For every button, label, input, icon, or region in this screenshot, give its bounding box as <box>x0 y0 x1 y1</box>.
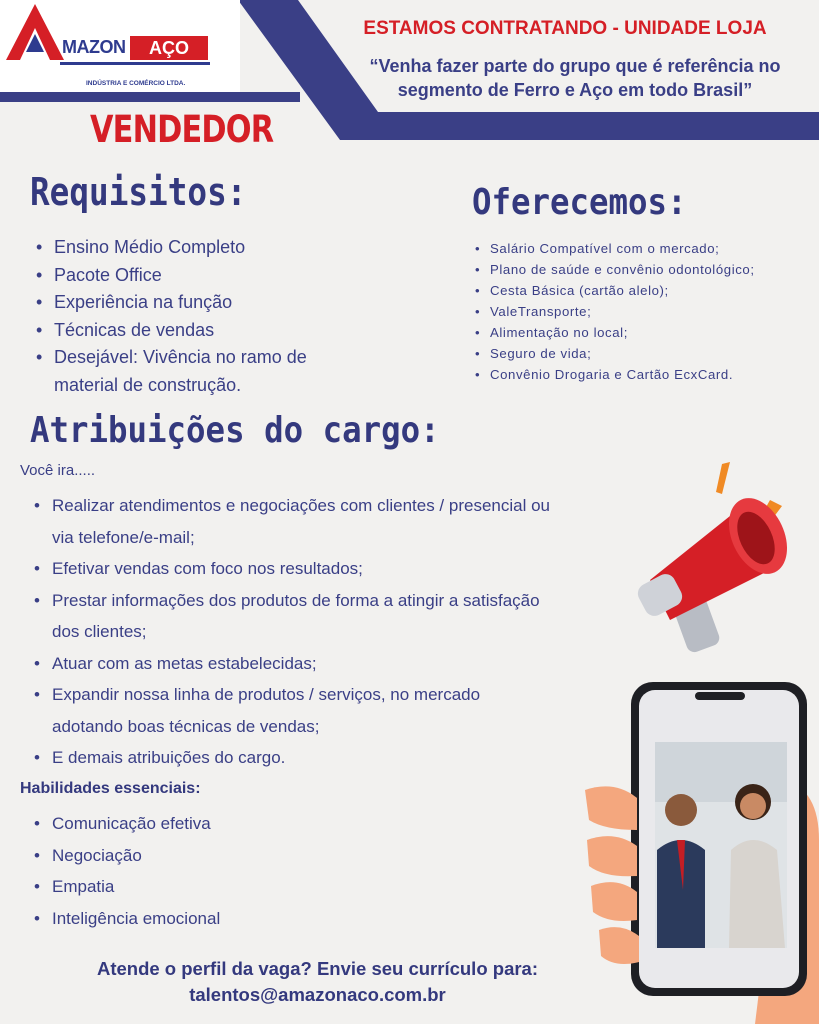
slogan-line-1: “Venha fazer parte do grupo que é referência no <box>369 56 781 76</box>
list-item: • Atuar com as metas estabelecidas; <box>52 648 552 680</box>
list-item: • Prestar informações dos produtos de forma a atingir a satisfação dos clientes; <box>52 585 552 648</box>
offers-list <box>490 238 816 385</box>
duties-title: Atribuições do cargo: <box>30 410 440 451</box>
hiring-headline: ESTAMOS CONTRATANDO - UNIDADE LOJA <box>363 18 767 39</box>
list-item: • Desejável: Vivência no ramo de material de construção. <box>54 344 374 399</box>
list-item: • E demais atribuições do cargo. <box>52 742 552 774</box>
skills-list <box>52 808 352 934</box>
megaphone-icon <box>630 460 790 660</box>
logo-a-mark <box>6 4 64 60</box>
list-item: • Negociação <box>52 840 352 872</box>
list-item: • Expandir nossa linha de produtos / serviços, no mercado adotando boas técnicas de vendas; <box>52 679 552 742</box>
logo-word: MAZON <box>62 37 126 57</box>
contact-email[interactable]: talentos@amazonaco.com.br <box>189 984 446 1005</box>
list-item: • Pacote Office <box>54 262 374 290</box>
list-item: • Ensino Médio Completo <box>54 234 374 262</box>
list-item: • Cesta Básica (cartão alelo); <box>490 280 816 301</box>
list-item: • Inteligência emocional <box>52 903 352 935</box>
role-title: VENDEDOR <box>90 108 274 151</box>
list-item: • Técnicas de vendas <box>54 317 374 345</box>
duties-list <box>52 490 552 774</box>
list-item: • Experiência na função <box>54 289 374 317</box>
logo-underline <box>60 62 210 65</box>
cta-line-1: Atende o perfil da vaga? Envie seu currículo para: <box>96 958 539 979</box>
list-item: • Empatia <box>52 871 352 903</box>
requirements-list <box>54 234 374 399</box>
smartphone-illustration <box>585 680 819 1024</box>
requirements-title: Requisitos: <box>30 170 247 214</box>
offers-title: Oferecemos: <box>472 182 687 223</box>
list-item: • Alimentação no local; <box>490 322 816 343</box>
logo-subtitle: INDÚSTRIA E COMÉRCIO LTDA. <box>86 80 186 87</box>
list-item: • Seguro de vida; <box>490 343 816 364</box>
list-item: • Convênio Drogaria e Cartão EcxCard. <box>490 364 816 385</box>
list-item: • Comunicação efetiva <box>52 808 352 840</box>
list-item: • Efetivar vendas com foco nos resultados; <box>52 553 552 585</box>
list-item: • Realizar atendimentos e negociações com clientes / presencial ou via telefone/e-mail; <box>52 490 552 553</box>
list-item: • Plano de saúde e convênio odontológico; <box>490 259 816 280</box>
slogan-line-2: segmento de Ferro e Aço em todo Brasil” <box>397 80 753 100</box>
list-item: • ValeTransporte; <box>490 301 816 322</box>
duties-intro: Você ira..... <box>20 462 96 479</box>
call-to-action <box>40 956 595 1008</box>
list-item: • Salário Compatível com o mercado; <box>490 238 816 259</box>
slogan <box>340 54 810 102</box>
logo-aco: AÇO <box>130 36 208 60</box>
skills-title: Habilidades essenciais: <box>20 780 201 797</box>
